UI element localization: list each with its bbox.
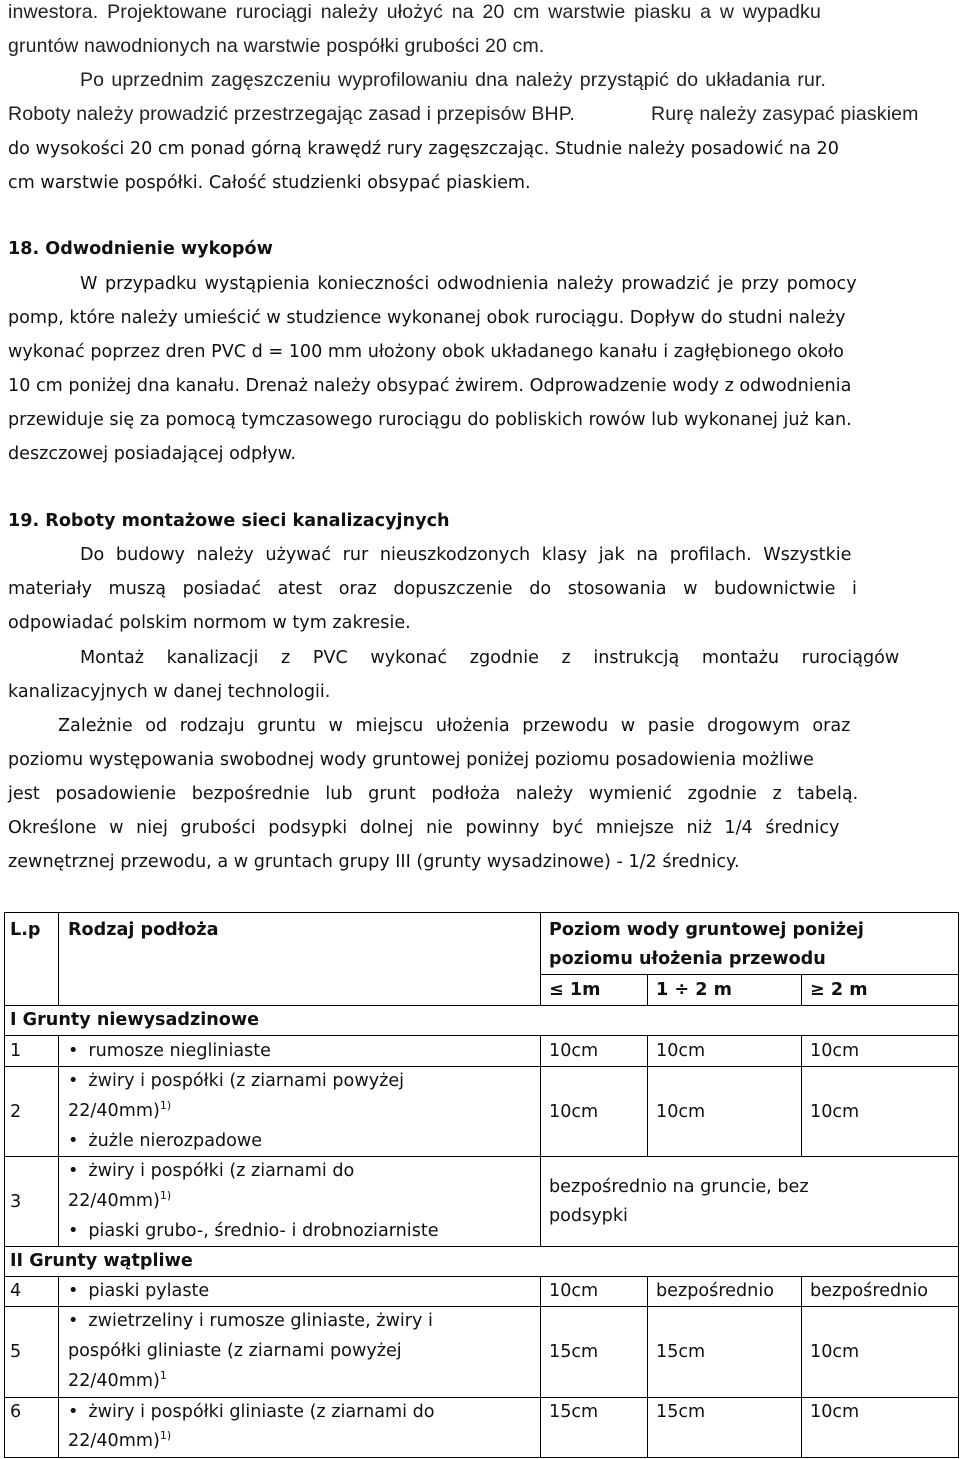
row-3-footnote: 1) xyxy=(159,1189,172,1202)
row-3-item-1-cont-text: 22/40mm) xyxy=(68,1191,160,1211)
row-2-lp: 2 xyxy=(10,1102,22,1122)
section-18-line-5: przewiduje się za pomocą tymczasowego rurociągu do pobliskich rowów lub wykonanej już kan. xyxy=(8,410,852,430)
row-6-item-1: • żwiry i pospółki gliniaste (z ziarnami do xyxy=(68,1400,435,1424)
intro-line-4b: Rurę należy zasypać piaskiem xyxy=(651,103,919,125)
section-19-line-1: Do budowy należy używać rur nieuszkodzonych klasy jak na profilach. Wszystkie xyxy=(80,545,852,565)
row-6-v3: 10cm xyxy=(810,1402,860,1422)
row-1-item-1: • rumosze niegliniaste xyxy=(68,1039,271,1063)
row-1-v1: 10cm xyxy=(549,1041,599,1061)
row-2-v3: 10cm xyxy=(810,1102,860,1122)
row-6-v1: 15cm xyxy=(549,1402,599,1422)
row-6-item-1-cont-text: 22/40mm) xyxy=(68,1431,160,1451)
table-border-bottom xyxy=(4,1457,959,1458)
table-col-sub2-b xyxy=(801,1276,802,1458)
row-5-footnote: 1 xyxy=(159,1369,167,1382)
row-6-v2: 15cm xyxy=(656,1402,706,1422)
section-19-line-6: Zależnie od rodzaju gruntu w miejscu ułożenia przewodu w pasie drogowym oraz xyxy=(58,716,851,736)
table-header-divider xyxy=(540,974,959,975)
group-1-label: I Grunty niewysadzinowe xyxy=(10,1010,260,1030)
row-3-lp: 3 xyxy=(10,1192,22,1212)
row-2-item-1-cont-text: 22/40mm) xyxy=(68,1101,160,1121)
row-5-v3: 10cm xyxy=(810,1342,860,1362)
header-lp: L.p xyxy=(10,920,41,940)
section-18-heading: 18. Odwodnienie wykopów xyxy=(8,239,273,259)
header-sub2: 1 ÷ 2 m xyxy=(656,980,732,1000)
table-col-sub2-header xyxy=(801,974,802,1005)
table-col-lp-b xyxy=(58,1276,59,1458)
table-col-type-b xyxy=(540,1276,541,1458)
intro-line-6: cm warstwie pospółki. Całość studzienki obsypać piaskiem. xyxy=(8,173,531,193)
row-4-v2: bezpośrednio xyxy=(656,1281,774,1301)
section-18-line-1: W przypadku wystąpienia konieczności odwodnienia należy prowadzić je przy pomocy xyxy=(80,274,857,294)
table-row1-bottom xyxy=(4,1066,959,1067)
section-19-heading: 19. Roboty montażowe sieci kanalizacyjnych xyxy=(8,511,450,531)
table-col-type-a xyxy=(540,1035,541,1246)
intro-line-5: do wysokości 20 cm ponad górną krawędź rury zagęszczając. Studnie należy posadowić na 20 xyxy=(8,139,839,159)
intro-line-2: gruntów nawodnionych na warstwie pospółki grubości 20 cm. xyxy=(8,35,545,57)
header-level-line1: Poziom wody gruntowej poniżej xyxy=(549,920,864,940)
section-19-line-5: kanalizacyjnych w danej technologii. xyxy=(8,682,331,702)
row-6-item-1-cont xyxy=(68,1429,171,1453)
section-18-line-2: pomp, które należy umieścić w studzience wykonanej obok rurociągu. Dopływ do studni należy xyxy=(8,308,846,328)
row-1-lp: 1 xyxy=(10,1041,22,1061)
row-4-lp: 4 xyxy=(10,1281,22,1301)
table-border-left xyxy=(4,912,5,1458)
intro-line-3: Po uprzednim zagęszczeniu wyprofilowaniu dna należy przystąpić do układania rur. xyxy=(80,69,827,91)
row-2-v1: 10cm xyxy=(549,1102,599,1122)
row-5-item-1-cont2-text: 22/40mm) xyxy=(68,1371,160,1391)
section-19-line-8: jest posadowienie bezpośrednie lub grunt podłoża należy wymienić zgodnie z tabelą. xyxy=(8,784,859,804)
row-3-item-1: • żwiry i pospółki (z ziarnami do xyxy=(68,1159,354,1183)
row-4-v3: bezpośrednio xyxy=(810,1281,928,1301)
section-19-line-7: poziomu występowania swobodnej wody gruntowej poniżej poziomu posadowienia możliwe xyxy=(8,750,814,770)
row-2-item-2: • żużle nierozpadowe xyxy=(68,1129,262,1153)
row-3-item-2: • piaski grubo-, średnio- i drobnoziarniste xyxy=(68,1219,439,1243)
table-col-sub1-a xyxy=(647,1035,648,1156)
table-row5-bottom xyxy=(4,1397,959,1398)
row-5-item-1-cont2 xyxy=(68,1369,167,1393)
table-row3-bottom xyxy=(4,1246,959,1247)
section-19-line-9: Określone w niej grubości podsypki dolnej nie powinny być mniejsze niż 1/4 średnicy xyxy=(8,818,840,838)
row-1-v3: 10cm xyxy=(810,1041,860,1061)
header-sub1: ≤ 1m xyxy=(549,980,601,1000)
header-sub3: ≥ 2 m xyxy=(810,980,868,1000)
row-1-v2: 10cm xyxy=(656,1041,706,1061)
group-2-label: II Grunty wątpliwe xyxy=(10,1251,193,1271)
row-5-item-1-cont: pospółki gliniaste (z ziarnami powyżej xyxy=(68,1341,402,1361)
table-row2-bottom xyxy=(4,1156,959,1157)
row-2-footnote: 1) xyxy=(159,1099,172,1112)
table-col-sub1-header xyxy=(647,974,648,1005)
row-6-footnote: 1) xyxy=(159,1429,172,1442)
section-19-line-3: odpowiadać polskim normom w tym zakresie. xyxy=(8,613,411,633)
row-5-v1: 15cm xyxy=(549,1342,599,1362)
section-18-line-3: wykonać poprzez dren PVC d = 100 mm ułożony obok układanego kanału i zagłębionego około xyxy=(8,342,844,362)
header-level-line2: poziomu ułożenia przewodu xyxy=(549,949,826,969)
row-5-item-1: • zwietrzeliny i rumosze gliniaste, żwiry i xyxy=(68,1309,433,1333)
row-2-item-1: • żwiry i pospółki (z ziarnami powyżej xyxy=(68,1069,404,1093)
table-row4-bottom xyxy=(4,1306,959,1307)
row-3-merged-line1: bezpośrednio na gruncie, bez xyxy=(549,1177,809,1197)
intro-line-1: inwestora. Projektowane rurociągi należy ułożyć na 20 cm warstwie piasku a w wypadku xyxy=(8,1,821,23)
table-col-sub1-b xyxy=(647,1276,648,1458)
row-2-item-1-cont xyxy=(68,1099,171,1123)
row-4-v1: 10cm xyxy=(549,1281,599,1301)
row-5-v2: 15cm xyxy=(656,1342,706,1362)
intro-line-4: Roboty należy prowadzić przestrzegając zasad i przepisów BHP. xyxy=(8,103,575,125)
table-col-lp-header xyxy=(58,912,59,1005)
table-col-lp-a xyxy=(58,1035,59,1246)
table-header-bottom xyxy=(4,1005,959,1006)
table-group2-bottom xyxy=(4,1276,959,1277)
table-border-top xyxy=(4,912,959,913)
row-5-lp: 5 xyxy=(10,1342,22,1362)
section-19-line-2: materiały muszą posiadać atest oraz dopuszczenie do stosowania w budownictwie i xyxy=(8,579,857,599)
header-type: Rodzaj podłoża xyxy=(68,920,219,940)
table-col-type-header xyxy=(540,912,541,1005)
row-6-lp: 6 xyxy=(10,1402,22,1422)
section-19-line-10: zewnętrznej przewodu, a w gruntach grupy III (grunty wysadzinowe) - 1/2 średnicy. xyxy=(8,852,740,872)
row-3-merged-line2: podsypki xyxy=(549,1206,628,1226)
section-18-line-6: deszczowej posiadającej odpływ. xyxy=(8,444,297,464)
row-3-item-1-cont xyxy=(68,1189,171,1213)
table-border-right xyxy=(958,912,959,1458)
row-4-item-1: • piaski pylaste xyxy=(68,1279,209,1303)
section-19-line-4: Montaż kanalizacji z PVC wykonać zgodnie z instrukcją montażu rurociągów xyxy=(80,648,900,668)
table-group1-bottom xyxy=(4,1035,959,1036)
table-col-sub2-a xyxy=(801,1035,802,1156)
section-18-line-4: 10 cm poniżej dna kanału. Drenaż należy obsypać żwirem. Odprowadzenie wody z odwodnienia xyxy=(8,376,852,396)
substrate-table xyxy=(4,912,959,1458)
row-2-v2: 10cm xyxy=(656,1102,706,1122)
